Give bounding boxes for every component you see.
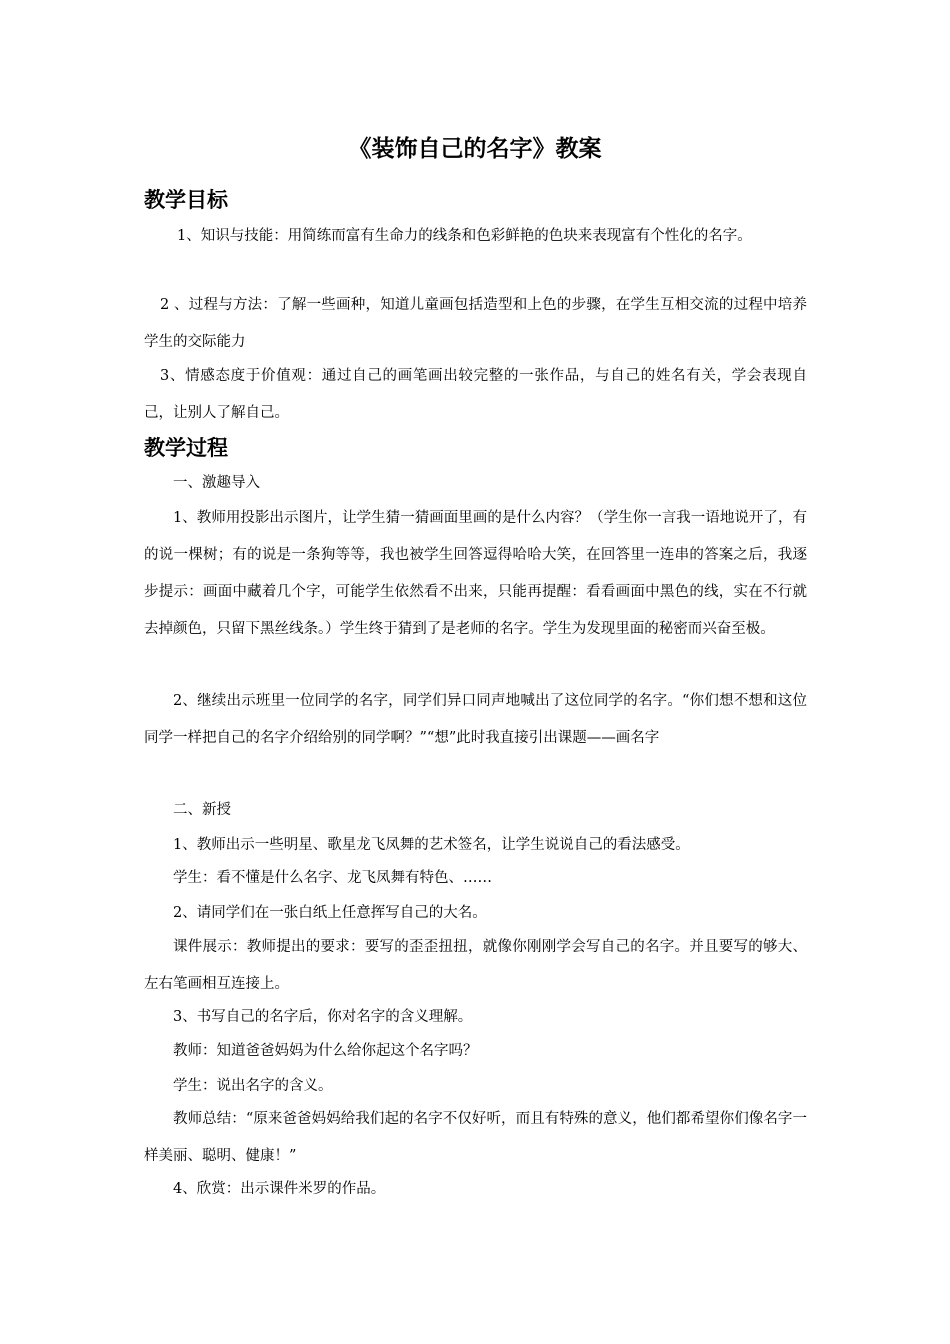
new-lesson-step-3-teacher: 教师：知道爸爸妈妈为什么给你起这个名字吗？	[173, 1043, 478, 1059]
new-lesson-step-3-student: 学生：说出名字的含义。	[173, 1078, 333, 1094]
section-intro-heading: 一、激趣导入	[173, 475, 260, 491]
new-lesson-step-3: 3、书写自己的名字后，你对名字的含义理解。	[173, 1009, 473, 1025]
heading-teaching-process: 教学过程	[144, 436, 228, 460]
goal-knowledge-skills: 1、知识与技能：用简练而富有生命力的线条和色彩鲜艳的色块来表现富有个性化的名字。	[177, 228, 752, 244]
section-new-lesson-heading: 二、新授	[173, 802, 231, 818]
intro-paragraph-1: 1、教师用投影出示图片，让学生猜一猜画面里画的是什么内容？（学生你一言我一语地说开了，有的说一棵树；有的说是一条狗等等，我也被学生回答逗得哈哈大笑，在回答里一连串的答案之后，我逐步提示：画面中藏着几个字，可能学生依然看不出来，只能再提醒：看看画面中黑色的线，实在不行就去掉颜色，只留下黑丝线条。）学生终于猜到了是老师的名字。学生为发现里面的秘密而兴奋至极。	[144, 510, 807, 637]
new-lesson-step-1-student: 学生：看不懂是什么名字、龙飞凤舞有特色、……	[173, 870, 492, 886]
new-lesson-step-2: 2、请同学们在一张白纸上任意挥写自己的大名。	[173, 905, 487, 921]
goal-emotion-values: 3、情感态度于价值观：通过自己的画笔画出较完整的一张作品，与自己的姓名有关，学会表现自己，让别人了解自己。	[144, 368, 807, 421]
new-lesson-step-4: 4、欣赏：出示课件米罗的作品。	[173, 1181, 386, 1197]
heading-teaching-goals: 教学目标	[144, 188, 228, 212]
document-title: 《装饰自己的名字》教案	[348, 136, 602, 162]
new-lesson-step-2-courseware: 课件展示：教师提出的要求：要写的歪歪扭扭，就像你刚刚学会写自己的名字。并且要写的够大、左右笔画相互连接上。	[144, 939, 807, 992]
new-lesson-step-3-summary: 教师总结：“原来爸爸妈妈给我们起的名字不仅好听，而且有特殊的意义，他们都希望你们像名字一样美丽、聪明、健康！”	[144, 1111, 807, 1164]
goal-process-methods: 2 、过程与方法：了解一些画种，知道儿童画包括造型和上色的步骤，在学生互相交流的过程中培养学生的交际能力	[144, 297, 807, 350]
new-lesson-step-1: 1、教师出示一些明星、歌星龙飞凤舞的艺术签名，让学生说说自己的看法感受。	[173, 837, 690, 853]
intro-paragraph-2: 2、继续出示班里一位同学的名字，同学们异口同声地喊出了这位同学的名字。“你们想不想和这位同学一样把自己的名字介绍给别的同学啊？”“想”此时我直接引出课题——画名字	[144, 693, 807, 746]
